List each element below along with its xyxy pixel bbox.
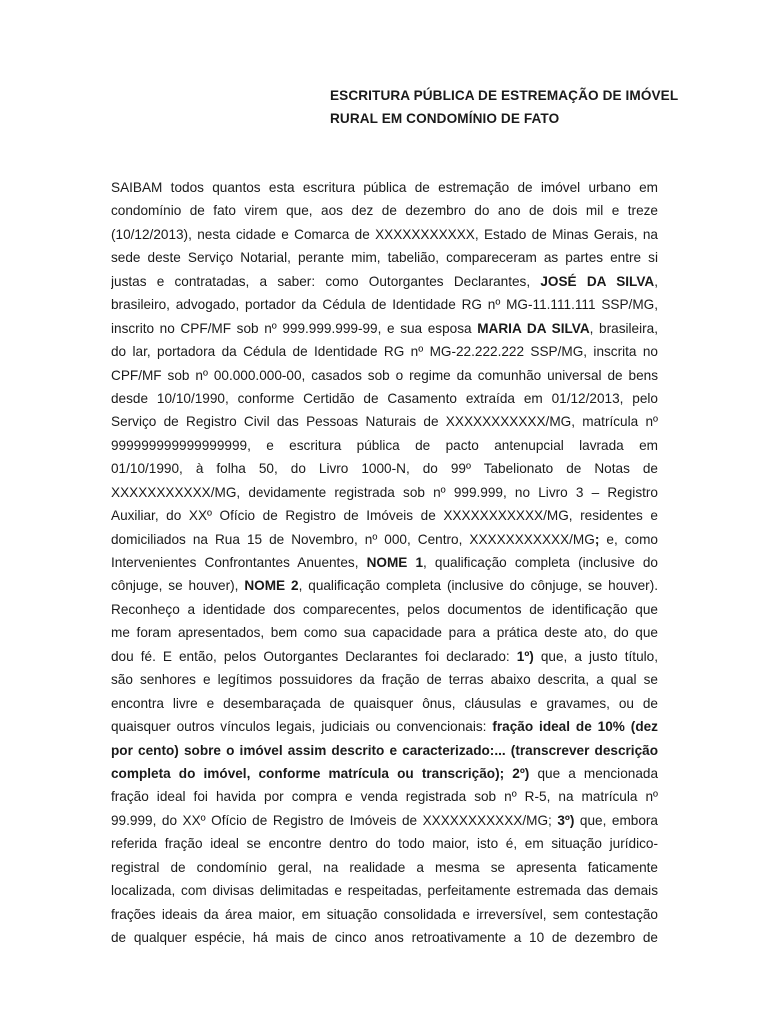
text-run: são senhores e legítimos possuidores da fração de terras abaixo descrita, a qual se: [111, 672, 658, 688]
text-run: encontra livre e desembaraçada de quaisquer ônus, cláusulas e gravames, ou de: [111, 695, 658, 711]
bold-text: 1º): [516, 648, 534, 664]
text-run: desde 10/10/1990, conforme Certidão de Casamento extraída em 01/12/2013, pelo: [111, 390, 658, 406]
bold-text: completa do imóvel, conforme matrícula ou transcrição); 2º): [111, 765, 530, 781]
text-line: [111, 762, 658, 785]
text-line: [111, 879, 658, 902]
bold-text: JOSÉ DA SILVA: [540, 273, 655, 289]
text-line: [111, 387, 658, 410]
text-run: fração ideal foi havida por compra e venda registrada sob nº R-5, na matrícula nº: [111, 789, 658, 805]
text-run: SAIBAM todos quantos esta escritura pública de estremação de imóvel urbano em: [111, 180, 658, 195]
text-run: brasileiro, advogado, portador da Cédula de Identidade RG nº MG-11.111.111 SSP/MG,: [111, 297, 658, 313]
bold-text: NOME 2: [244, 578, 299, 594]
text-run: 01/10/1990, à folha 50, do Livro 1000-N, do 99º Tabelionato de Notas de: [111, 461, 658, 477]
text-line: [111, 176, 658, 199]
text-line: [111, 199, 658, 222]
text-line: [111, 809, 658, 832]
text-line: [111, 364, 658, 387]
text-line: [111, 668, 658, 691]
bold-text: MARIA DA SILVA: [477, 320, 590, 336]
text-run: referida fração ideal se encontre dentro do todo maior, isto é, em situação jurídico-: [111, 836, 658, 852]
text-run: quaisquer outros vínculos legais, judiciais ou convencionais:: [111, 719, 493, 735]
bold-text: ;: [594, 531, 600, 547]
text-line: [111, 528, 658, 551]
text-line: [111, 481, 658, 504]
text-run: justas e contratadas, a saber: como Outorgantes Declarantes,: [111, 273, 541, 289]
text-line: [111, 457, 658, 480]
text-line: [111, 903, 658, 926]
text-line: [111, 856, 658, 879]
text-line: [111, 692, 658, 715]
text-run: XXXXXXXXXXX/MG, devidamente registrada sob nº 999.999, no Livro 3 – Registro: [111, 484, 658, 500]
text-run: 999999999999999999, e escritura pública de pacto antenupcial lavrada em: [111, 437, 658, 453]
text-line: [111, 551, 658, 574]
text-line: [111, 504, 658, 527]
text-run: localizada, com divisas delimitadas e respeitadas, perfeitamente estremada das demais: [111, 883, 658, 899]
text-line: [111, 785, 658, 808]
text-line: [111, 340, 658, 363]
text-line: [111, 410, 658, 433]
text-line: [111, 270, 658, 293]
text-line: [111, 739, 658, 762]
text-run: frações ideais da área maior, em situação consolidada e irreversível, sem contestação: [111, 906, 658, 922]
text-run: que, a justo título,: [533, 648, 658, 664]
text-run: do lar, portadora da Cédula de Identidade RG nº MG-22.222.222 SSP/MG, inscrita no: [111, 344, 658, 360]
text-line: [111, 246, 658, 269]
text-run: que, embora: [574, 812, 658, 828]
text-line: [111, 574, 658, 597]
text-run: Intervenientes Confrontantes Anuentes,: [111, 555, 367, 570]
text-line: [111, 223, 658, 246]
text-line: [111, 926, 658, 949]
bold-text: NOME 1: [366, 555, 424, 570]
text-run: Serviço de Registro Civil das Pessoas Naturais de XXXXXXXXXXX/MG, matrícula nº: [111, 414, 658, 430]
text-run: registral de condomínio geral, na realidade a mesma se apresenta faticamente: [111, 859, 658, 875]
text-run: me foram apresentados, bem como sua capacidade para a prática deste ato, do que: [111, 625, 658, 641]
text-run: domiciliados na Rua 15 de Novembro, nº 000, Centro, XXXXXXXXXXX/MG: [111, 531, 595, 547]
text-line: [111, 598, 658, 621]
text-line: [111, 621, 658, 644]
text-line: [111, 645, 658, 668]
bold-text: fração ideal de 10% (dez: [492, 719, 658, 735]
document-body: [111, 176, 658, 949]
text-line: [111, 317, 658, 340]
text-line: [111, 715, 658, 738]
text-run: , qualificação completa (inclusive do cônjuge, se houver).: [298, 578, 658, 594]
text-run: cônjuge, se houver),: [111, 578, 245, 594]
text-run: de qualquer espécie, há mais de cinco anos retroativamente a 10 de dezembro de: [111, 930, 658, 945]
bold-text: 3º): [557, 812, 575, 828]
document-title: [330, 84, 679, 130]
title-line-1: ESCRITURA PÚBLICA DE ESTREMAÇÃO DE IMÓVEL: [330, 88, 679, 103]
bold-text: por cento) sobre o imóvel assim descrito e caracterizado:... (transcrever descrição: [111, 742, 658, 758]
text-run: 99.999, do XXº Ofício de Registro de Imóveis de XXXXXXXXXXX/MG;: [111, 812, 558, 828]
text-line: [111, 434, 658, 457]
text-run: , brasileira,: [589, 320, 658, 336]
text-run: dou fé. E então, pelos Outorgantes Declarantes foi declarado:: [111, 648, 517, 664]
text-run: Reconheço a identidade dos comparecentes, pelos documentos de identificação que: [111, 601, 658, 617]
text-run: CPF/MF sob nº 00.000.000-00, casados sob o regime da comunhão universal de bens: [111, 367, 658, 383]
text-line: [111, 832, 658, 855]
text-run: ,: [654, 273, 658, 289]
text-run: sede deste Serviço Notarial, perante mim, tabelião, compareceram as partes entre si: [111, 250, 658, 266]
text-line: [111, 293, 658, 316]
text-run: condomínio de fato virem que, aos dez de dezembro do ano de dois mil e treze: [111, 203, 658, 219]
text-run: , qualificação completa (inclusive do: [423, 555, 658, 570]
text-run: que a mencionada: [529, 765, 658, 781]
text-run: Auxiliar, do XXº Ofício de Registro de Imóveis de XXXXXXXXXXX/MG, residentes e: [111, 508, 658, 524]
text-run: e, como: [599, 531, 658, 547]
title-line-2: RURAL EM CONDOMÍNIO DE FATO: [330, 111, 560, 126]
text-run: (10/12/2013), nesta cidade e Comarca de XXXXXXXXXXX, Estado de Minas Gerais, na: [111, 226, 658, 242]
text-run: inscrito no CPF/MF sob nº 999.999.999-99, e sua esposa: [111, 320, 478, 336]
